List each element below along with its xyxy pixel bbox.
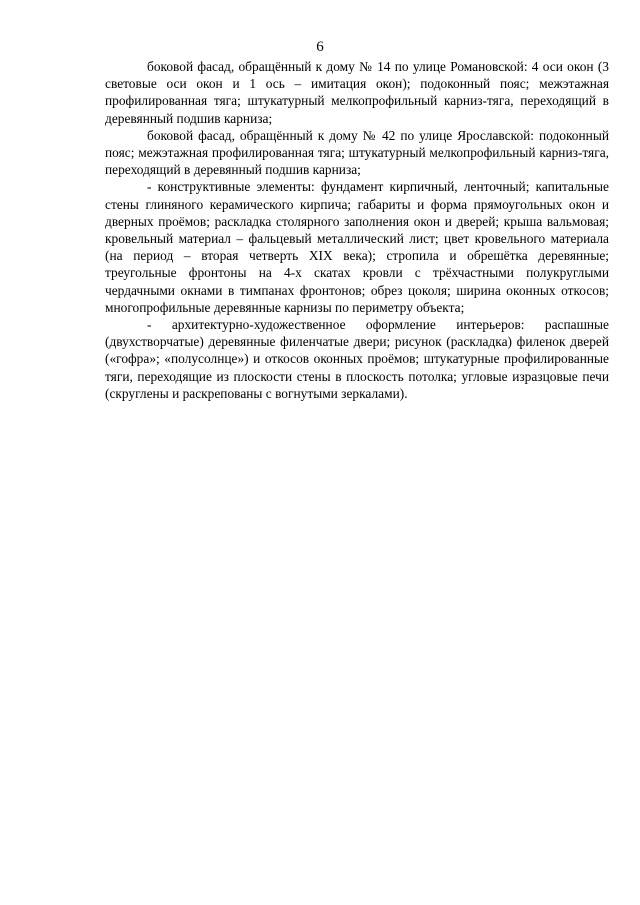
paragraph-structural-elements: - конструктивные элементы: фундамент кирпичный, ленточный; капитальные стены глиняного керамического кирпича; габариты и форма прямоугольных окон и дверных проёмов; раскладка столярного заполнения окон и дверей; крыша вальмовая; кровельный материал – фальцевый металлический лист; цвет кровельного материала (на период – вторая четверть XIX века); стропила и обрешётка деревянные; треугольные фронтоны на 4-х скатах кровли с трёхчастными полукруглыми чердачными окнами в тимпанах фронтонов; обрез цоколя; ширина оконных откосов; многопрофильные деревянные карнизы по периметру объекта; (105, 179, 609, 315)
document-body (105, 58, 609, 402)
paragraph-interior-decoration: - архитектурно-художественное оформление интерьеров: распашные (двухстворчатые) деревянные филенчатые двери; рисунок (раскладка) филенок дверей («гофра»; «полусолнце») и откосов оконных проёмов; штукатурные профилированные тяги, переходящие из плоскости стены в плоскость потолка; угловые изразцовые печи (скруглены и раскрепованы с вогнутыми зеркалами). (105, 317, 609, 401)
page-number: 6 (316, 39, 324, 55)
paragraph-side-facade-yaroslavskaya: боковой фасад, обращённый к дому № 42 по улице Ярославской: подоконный пояс; межэтажная профилированная тяга; штукатурный мелкопрофильный карниз-тяга, переходящий в деревянный подшив карниза; (105, 127, 609, 178)
paragraph-side-facade-romanovskaya: боковой фасад, обращённый к дому № 14 по улице Романовской: 4 оси окон (3 световые оси окон и 1 ось – имитация окон); подоконный пояс; межэтажная профилированная тяга; штукатурный мелкопрофильный карниз-тяга, переходящий в деревянный подшив карниза; (105, 59, 609, 126)
